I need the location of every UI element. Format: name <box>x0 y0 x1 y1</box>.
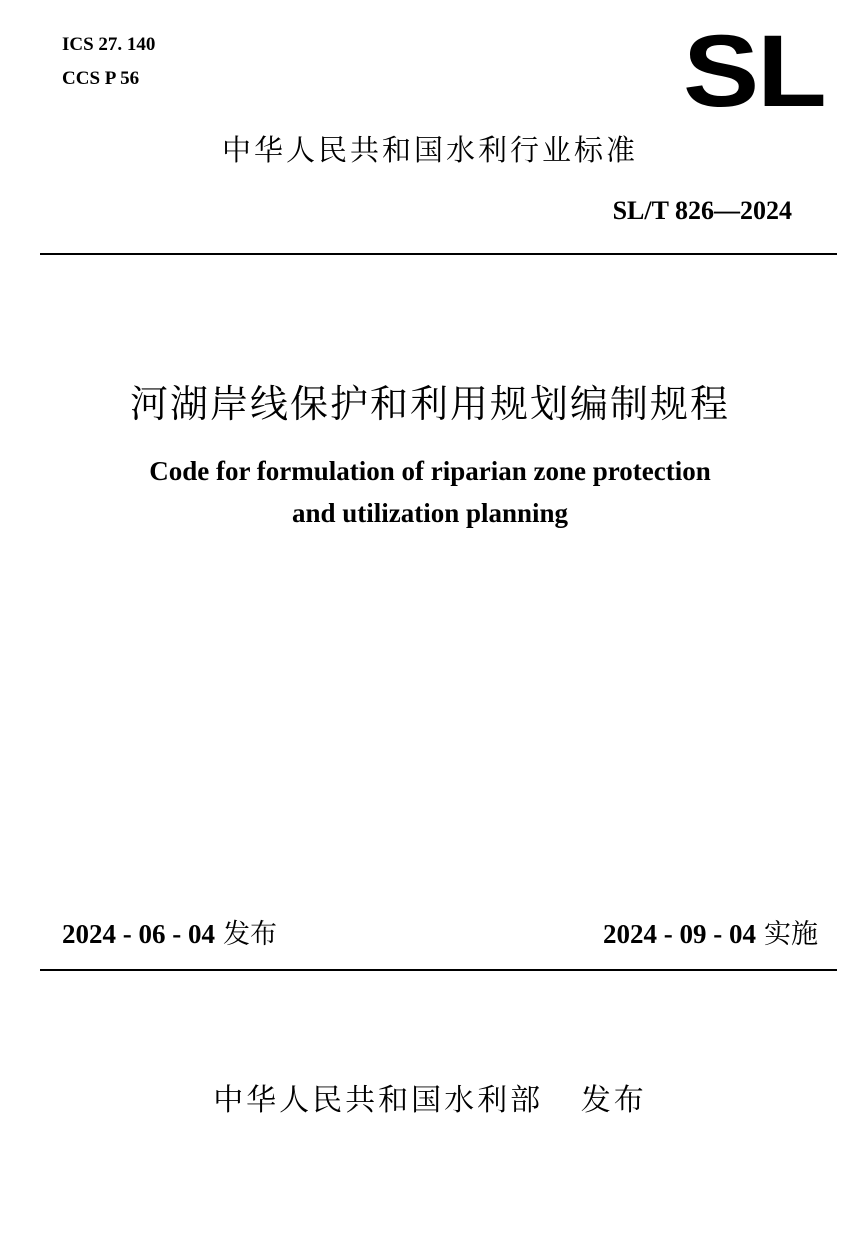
sl-logo: SL <box>683 14 825 128</box>
ccs-code: CCS P 56 <box>62 68 140 89</box>
top-divider <box>40 253 837 255</box>
standard-number: SL/T 826—2024 <box>612 196 792 225</box>
bottom-divider <box>40 969 837 971</box>
title-english-line-2: and utilization planning <box>291 498 569 528</box>
implementation-label: 实施 <box>764 919 818 950</box>
ics-code: ICS 27. 140 <box>62 34 156 55</box>
publisher: 中华人民共和国水利部 发布 <box>213 1083 647 1118</box>
industry-standard-heading: 中华人民共和国水利行业标准 <box>221 133 638 167</box>
release-date <box>62 912 277 951</box>
title-english <box>0 450 860 534</box>
release-label: 发布 <box>222 919 277 950</box>
classification-codes <box>62 28 155 96</box>
implementation-date-value: 2024 - 09 - 04 <box>603 919 756 949</box>
title-english-line-1: Code for formulation of riparian zone protection <box>149 456 711 486</box>
implementation-date <box>603 912 818 951</box>
title-chinese: 河湖岸线保护和利用规划编制规程 <box>129 382 730 426</box>
release-date-value: 2024 - 06 - 04 <box>62 919 215 949</box>
